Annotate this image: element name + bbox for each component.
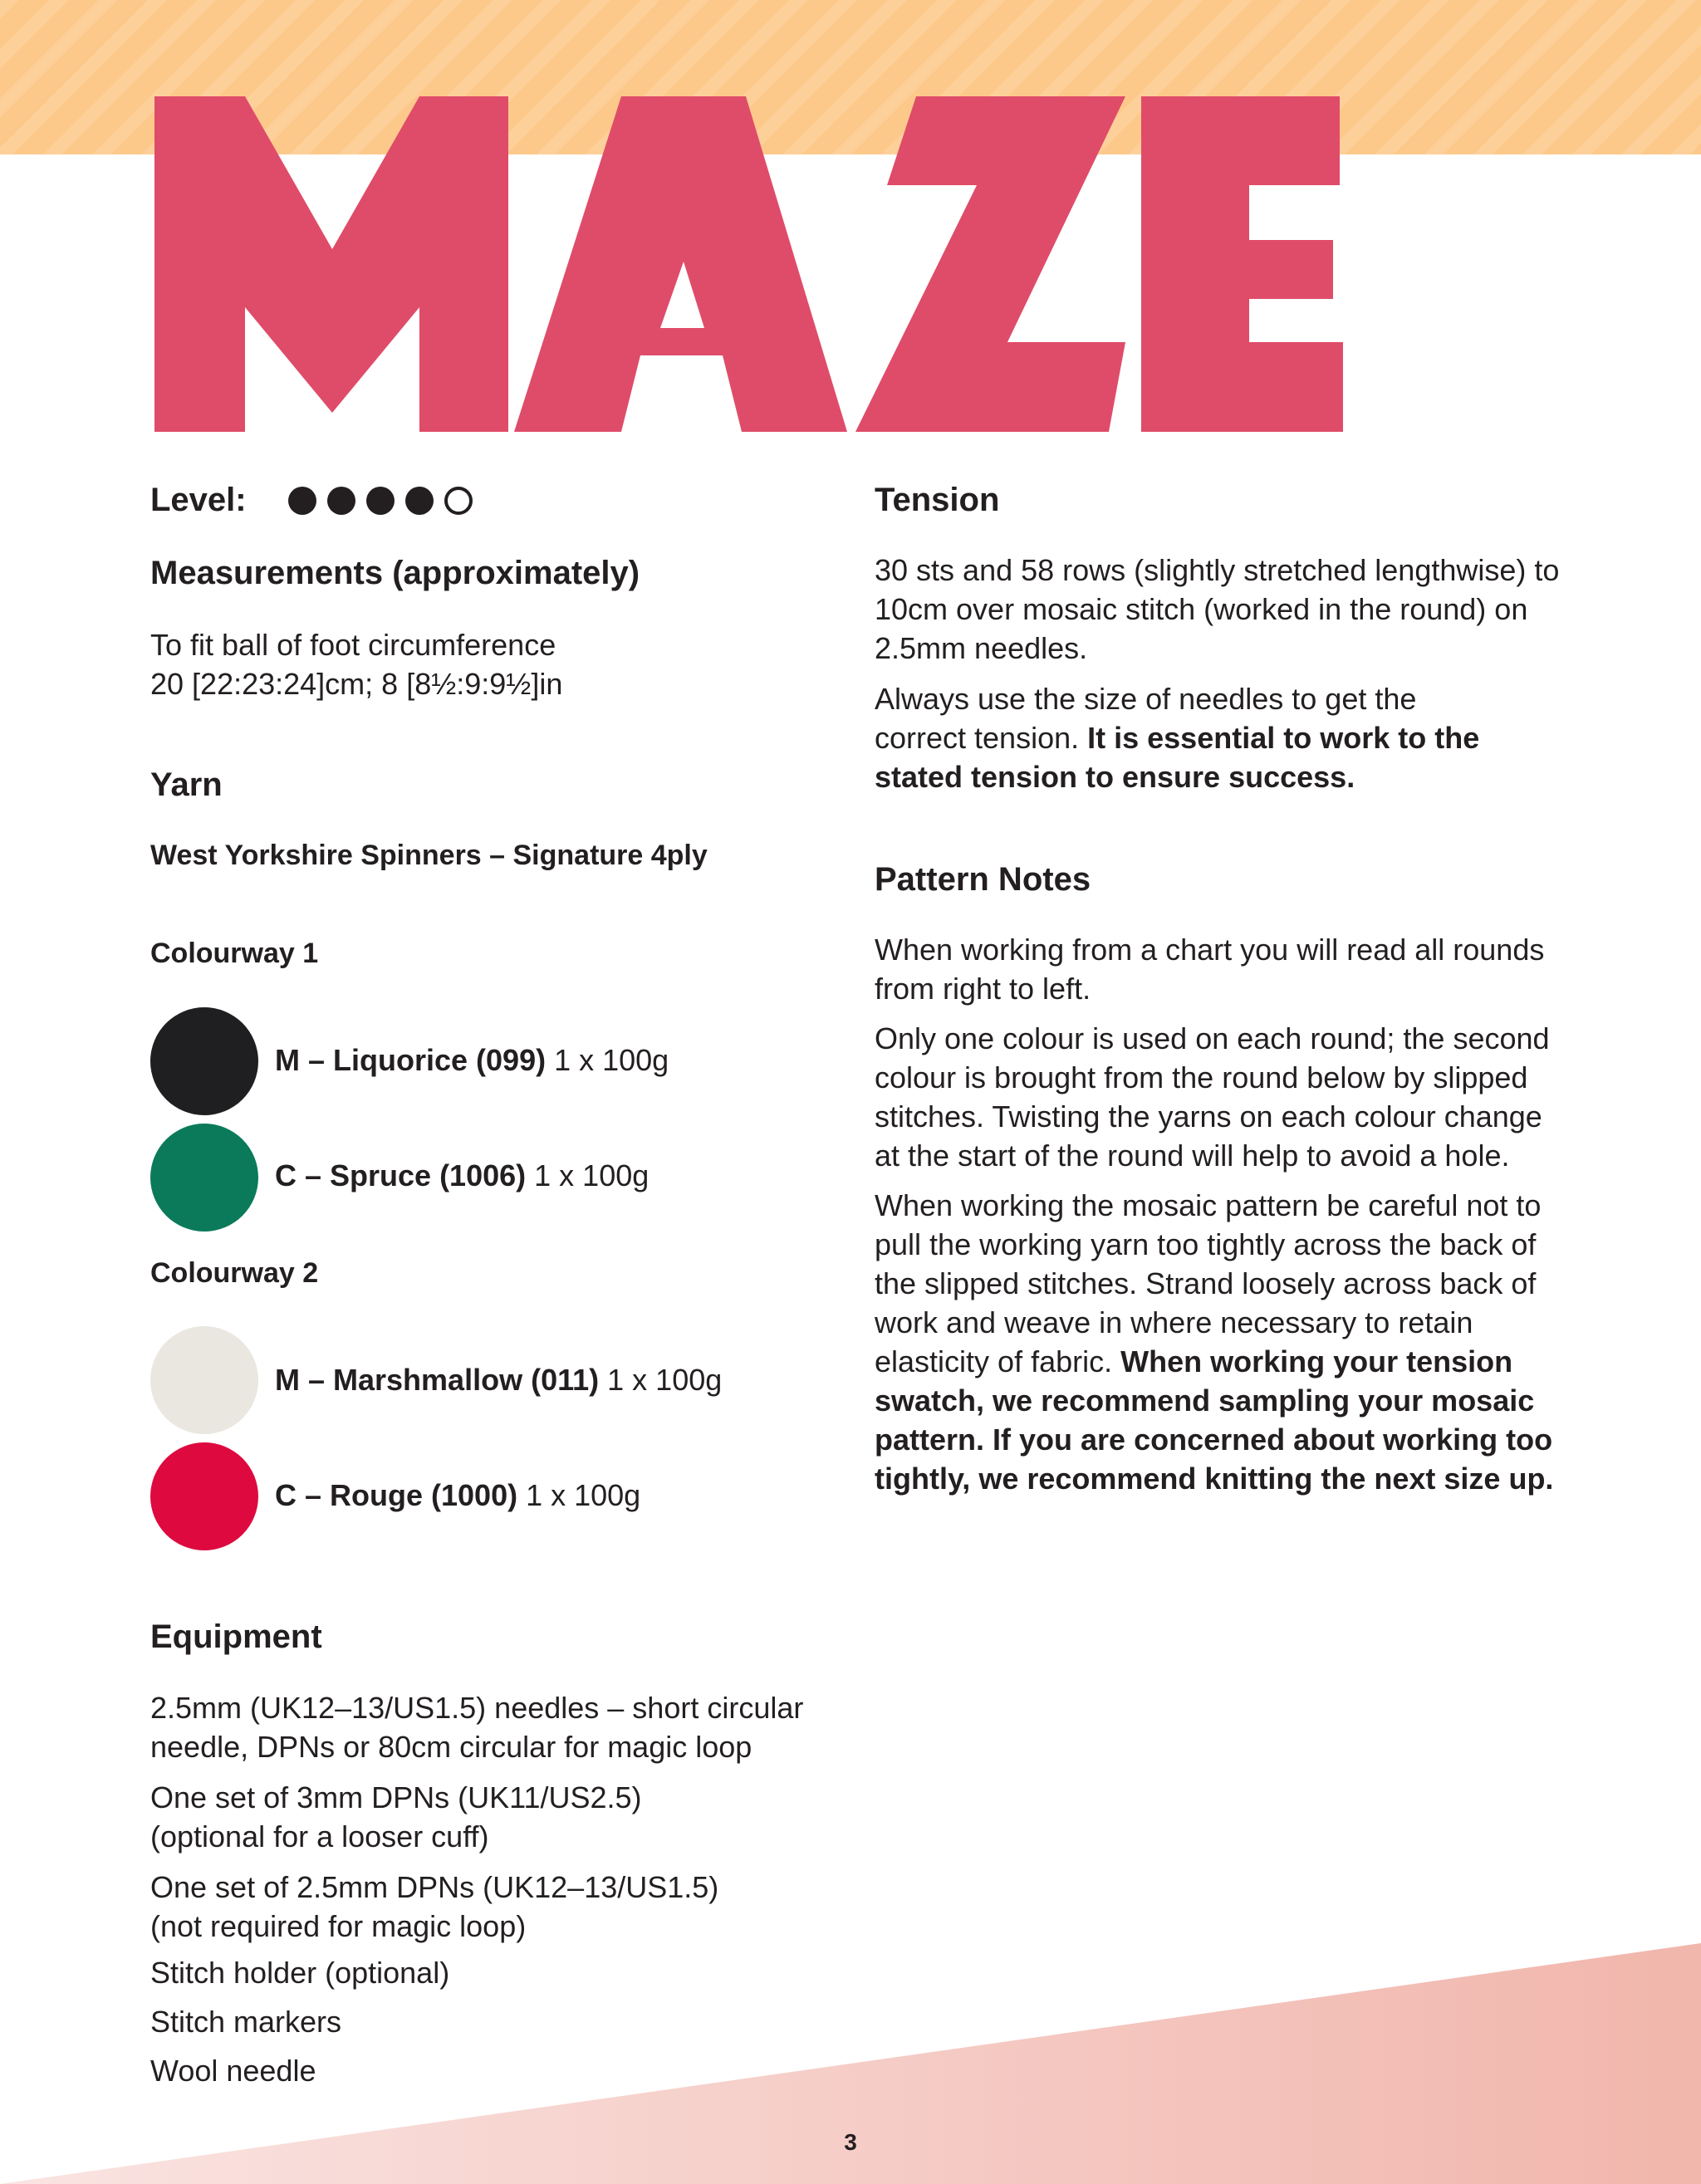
tension-paragraph-2-text: Always use the size of needles to get the correct tension. <box>875 682 1417 755</box>
yarn-item-name: C – Rouge (1000) <box>275 1478 518 1512</box>
title-letter-a <box>514 96 847 432</box>
tension-heading: Tension <box>875 482 1000 518</box>
title-letter-z <box>855 96 1125 432</box>
yarn-item-qty: 1 x 100g <box>517 1478 641 1512</box>
level-dot-empty <box>444 487 473 515</box>
level-dot-filled <box>327 487 355 515</box>
pattern-notes-paragraph-3-emphasis: When working your tension swatch, we recommend sampling your mosaic pattern. If you are concerned about working too tightly, we recommend knitting the next size up. <box>875 1344 1554 1496</box>
measurements-line-2: 20 [22:23:24]cm; 8 [8½:9:9½]in <box>150 667 563 701</box>
tension-paragraph-1: 30 sts and 58 rows (slightly stretched lengthwise) to 10cm over mosaic stitch (worked in the round) on 2.5mm needles. <box>875 553 1560 665</box>
pattern-notes-paragraph-1: When working from a chart you will read all rounds from right to left. <box>875 933 1545 1006</box>
yarn-swatch-marshmallow <box>150 1326 258 1434</box>
pattern-notes-heading: Pattern Notes <box>875 861 1091 898</box>
equipment-item: Stitch holder (optional) <box>150 1956 450 1990</box>
level-dot-filled <box>288 487 316 515</box>
measurements-heading: Measurements (approximately) <box>150 555 640 591</box>
yarn-item-qty: 1 x 100g <box>526 1158 650 1192</box>
pattern-notes-paragraph-3-text: When working the mosaic pattern be careful not to pull the working yarn too tightly across the back of the slipped stitches. Strand loosely across back of work and weave in where necessary to retain elasticity of fabric. <box>875 1188 1542 1378</box>
yarn-item-name: C – Spruce (1006) <box>275 1158 527 1192</box>
equipment-heading: Equipment <box>150 1618 322 1655</box>
yarn-item-qty: 1 x 100g <box>599 1363 723 1397</box>
equipment-item: One set of 2.5mm DPNs (UK12–13/US1.5) (not required for magic loop) <box>150 1870 719 1943</box>
equipment-item: Stitch markers <box>150 2005 342 2039</box>
tension-paragraph-2-emphasis: It is essential to work to the stated tension to ensure success. <box>875 721 1480 794</box>
colourway-2-label: Colourway 2 <box>150 1257 319 1289</box>
yarn-swatch-spruce <box>150 1124 258 1232</box>
colourway-1-label: Colourway 1 <box>150 938 319 969</box>
yarn-brand: West Yorkshire Spinners – Signature 4ply <box>150 840 708 871</box>
maze-title <box>0 0 1701 448</box>
yarn-item-liquorice <box>275 1042 669 1079</box>
yarn-heading: Yarn <box>150 766 223 803</box>
yarn-item-name: M – Liquorice (099) <box>275 1043 547 1077</box>
yarn-item-spruce <box>275 1158 649 1194</box>
equipment-item: 2.5mm (UK12–13/US1.5) needles – short circular needle, DPNs or 80cm circular for magic loop <box>150 1691 804 1764</box>
yarn-item-name: M – Marshmallow (011) <box>275 1363 600 1397</box>
level-dot-filled <box>405 487 434 515</box>
equipment-item: Wool needle <box>150 2054 316 2088</box>
pattern-notes-paragraph-3 <box>875 1186 1564 1498</box>
yarn-item-rouge <box>275 1477 640 1514</box>
yarn-swatch-liquorice <box>150 1007 258 1115</box>
yarn-swatch-rouge <box>150 1442 258 1550</box>
yarn-item-qty: 1 x 100g <box>546 1043 669 1077</box>
level-dot-filled <box>366 487 395 515</box>
title-letter-m <box>154 96 508 432</box>
measurements-line-1: To fit ball of foot circumference <box>150 628 556 662</box>
equipment-item: One set of 3mm DPNs (UK11/US2.5) (optional for a looser cuff) <box>150 1780 642 1853</box>
yarn-item-marshmallow <box>275 1362 722 1398</box>
level-label: Level: <box>150 482 247 518</box>
tension-paragraph-2 <box>875 679 1514 796</box>
title-letter-e <box>1141 96 1343 432</box>
page-number: 3 <box>844 2129 857 2155</box>
pattern-notes-paragraph-2: Only one colour is used on each round; the second colour is brought from the round below by slipped stitches. Twisting the yarns on each colour change at the start of the round will help to avoid a hole. <box>875 1021 1550 1173</box>
